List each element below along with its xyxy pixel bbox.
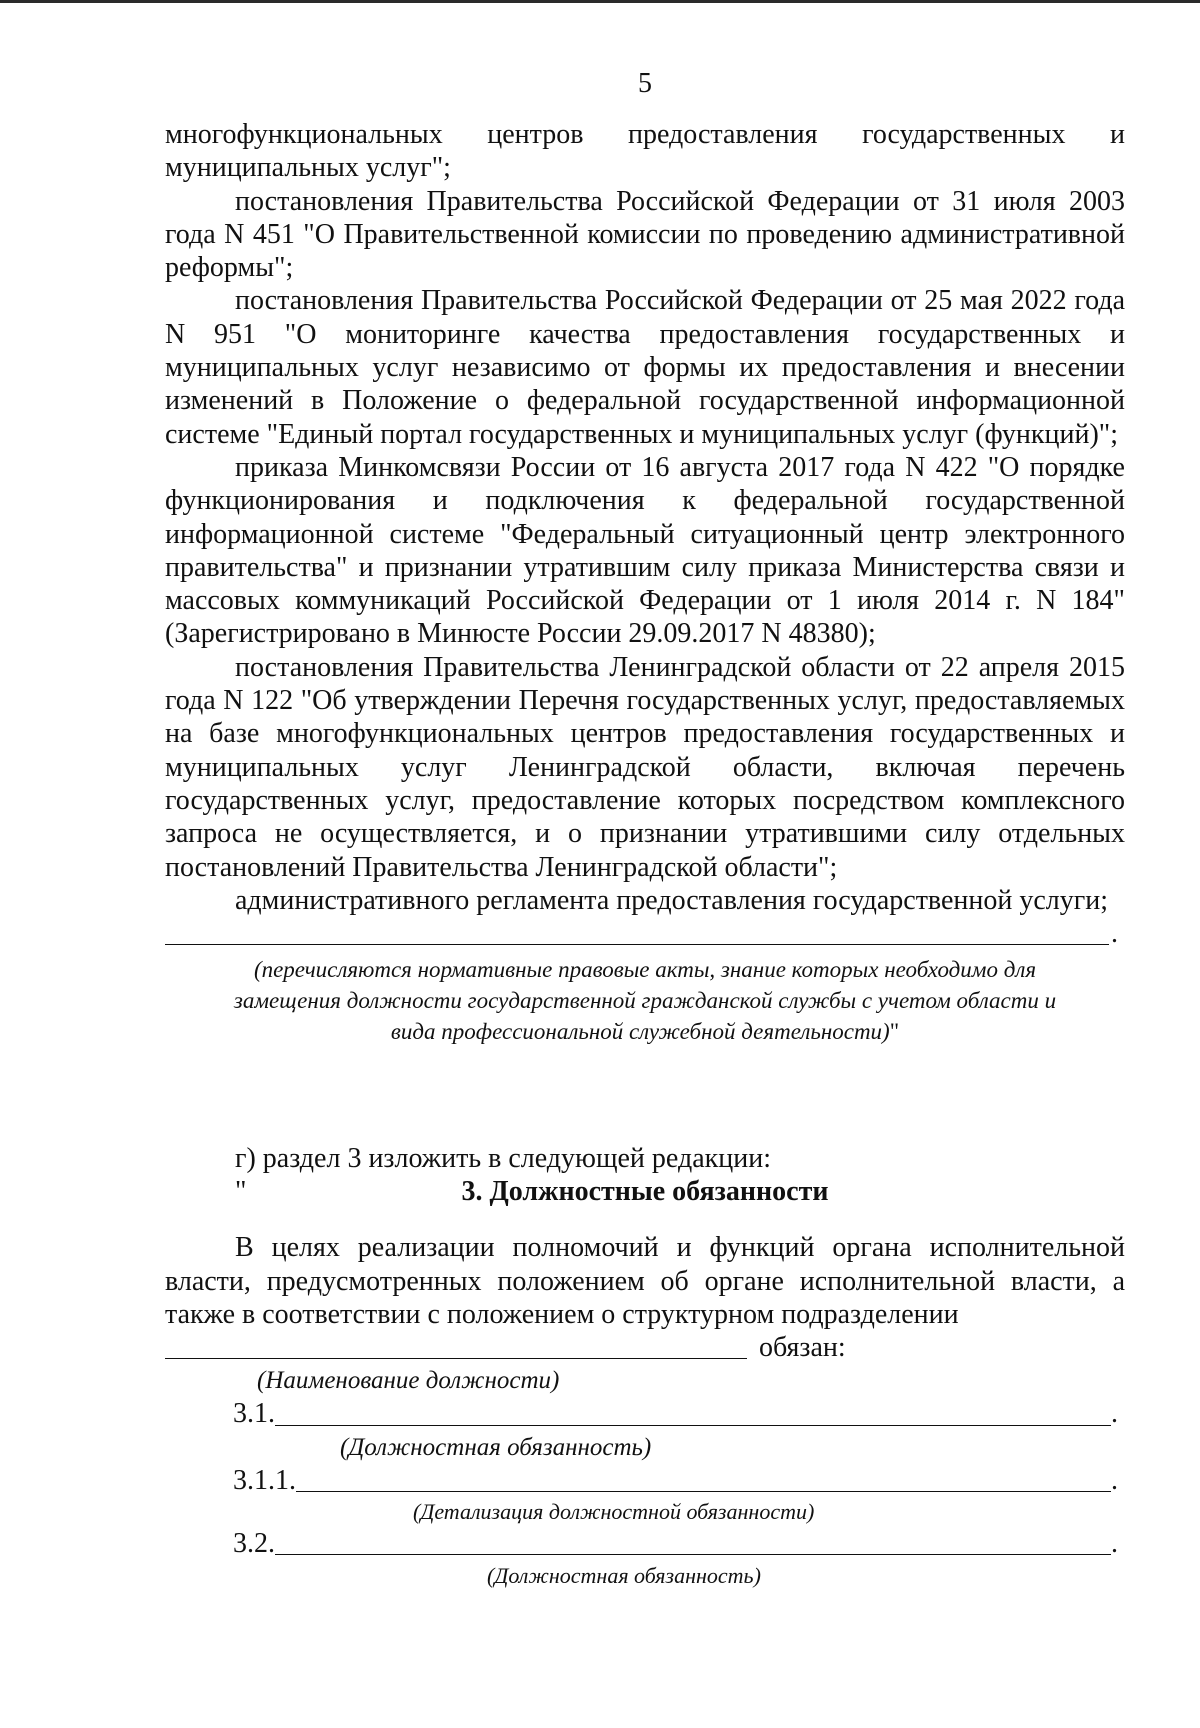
item-3-1-1-dot: . bbox=[1111, 1464, 1118, 1496]
section-heading: 3. Должностные обязанности bbox=[461, 1176, 829, 1208]
position-line bbox=[165, 1331, 1125, 1364]
open-quote: " bbox=[235, 1176, 247, 1208]
item-3-2 bbox=[165, 1527, 1125, 1560]
caption-position: (Наименование должности) bbox=[257, 1367, 560, 1395]
item-3-1-caption: (Должностная обязанность) bbox=[340, 1433, 652, 1461]
item-3-2-underline bbox=[275, 1528, 1111, 1555]
paragraph-resolution-951: постановления Правительства Российской Федерации от 25 мая 2022 года N 951 "О мониторинге качества предоставления государственных и муниципальных услуг независимо от формы их предоставления и внесении изменений в Положение о федеральной государственной информационной системе "Единый портал государственных и муниципальных услуг (функций)"; bbox=[165, 285, 1125, 450]
blank-underline bbox=[165, 918, 1109, 945]
acts-note bbox=[165, 954, 1125, 1047]
item-3-1-1-caption: (Детализация должностной обязанности) bbox=[413, 1499, 815, 1525]
duties-intro: В целях реализации полномочий и функций органа исполнительной власти, предусмотренных положением об органе исполнительной власти, а также в соответствии с положением о структурном подразделении bbox=[165, 1232, 1125, 1330]
blank-end-dot: . bbox=[1111, 918, 1118, 950]
paragraph-order-422: приказа Минкомсвязи России от 16 августа 2017 года N 422 "О порядке функционирования и подключения к федеральной государственной информационной системе "Федеральный ситуационный центр электронного правительства" и признании утратившим силу приказа Министерства связи и массовых коммуникаций Российской Федерации от 1 июля 2014 г. N 184" (Зарегистрировано в Минюсте России 29.09.2017 N 48380); bbox=[165, 451, 1125, 650]
note-line-2: замещения должности государственной гражданской службы с учетом области и bbox=[233, 988, 1057, 1014]
item-3-1-dot: . bbox=[1111, 1398, 1118, 1430]
paragraph-mfc: многофункциональных центров предоставления государственных и муниципальных услуг"; bbox=[165, 119, 1125, 184]
item-3-1 bbox=[165, 1397, 1125, 1430]
top-border-line bbox=[0, 0, 1200, 3]
item-3-2-caption: (Должностная обязанность) bbox=[487, 1563, 761, 1589]
note-line-1: (перечисляются нормативные правовые акты, знание которых необходимо для bbox=[253, 957, 1037, 983]
paragraph-admin-regulation: административного регламента предоставления государственной услуги; bbox=[235, 884, 1109, 916]
note-close-quote: " bbox=[889, 1019, 900, 1045]
item-3-1-label: 3.1. bbox=[233, 1398, 275, 1430]
item-3-2-dot: . bbox=[1111, 1528, 1118, 1560]
item-3-1-1-underline bbox=[296, 1465, 1111, 1492]
item-3-1-1-label: 3.1.1. bbox=[233, 1464, 296, 1496]
item-3-1-underline bbox=[275, 1399, 1111, 1426]
page-number: 5 bbox=[638, 68, 652, 99]
paragraph-resolution-122: постановления Правительства Ленинградской области от 22 апреля 2015 года N 122 "Об утверждении Перечня государственных услуг, предоставляемых на базе многофункциональных центров предоставления государственных и муниципальных услуг Ленинградской области, включая перечень государственных услуг, предоставление которых посредством комплексного запроса не осуществляется, и о признании утратившими силу отдельных постановлений Правительства Ленинградской области"; bbox=[165, 651, 1125, 883]
section-3-block bbox=[165, 1142, 1125, 1592]
paragraph-resolution-451: постановления Правительства Российской Федерации от 31 июля 2003 года N 451 "О Правительственной комиссии по проведению административной реформы"; bbox=[165, 185, 1125, 284]
section-heading-row bbox=[165, 1175, 1125, 1211]
item-3-1-1 bbox=[165, 1464, 1125, 1497]
blank-acts-line bbox=[165, 917, 1125, 950]
item-g: г) раздел 3 изложить в следующей редакции: bbox=[235, 1143, 771, 1174]
note-line-3: вида профессиональной служебной деятельности) bbox=[390, 1019, 890, 1045]
item-3-2-label: 3.2. bbox=[233, 1528, 275, 1560]
document-body bbox=[165, 118, 1125, 1047]
position-underline bbox=[165, 1332, 747, 1359]
obligated-label: обязан: bbox=[759, 1332, 846, 1364]
